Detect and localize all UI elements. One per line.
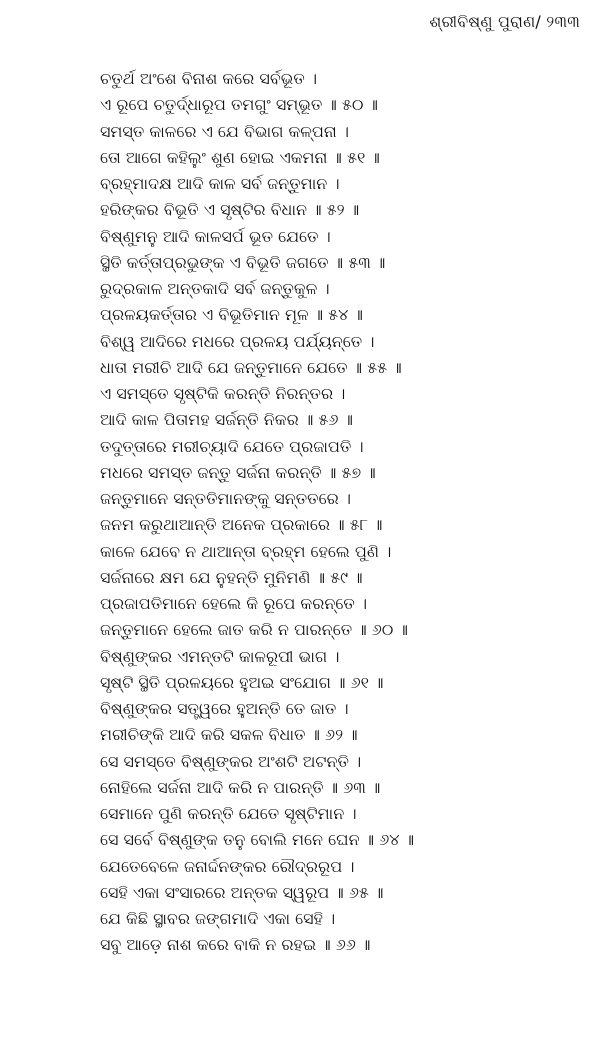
verse-line: କାଳେ ଯେବେ ନ ଥାଆନ୍ତା ବ୍ରହ୍ମ ହେଲେ ପୁଣି ।	[100, 541, 392, 561]
verse-line: ଜନ୍ତୁମାନେ ସନ୍ତତିମାନଙ୍କୁ ସନ୍ତତରେ ।	[100, 489, 352, 508]
verse-line: ଏ ସମସ୍ତେ ସୃଷ୍ଟିକି କରନ୍ତି ନିରନ୍ତର ।	[100, 384, 346, 403]
verse-line: ସବୁ ଆଡ଼େ ନାଶ କରେ ବାକି ନ ରହଇ ॥ ୬୬ ॥	[100, 935, 371, 955]
verse-line: ରୁଦ୍ରକାଳ ଅନ୍ତକାଦି ସର୍ବ ଜନ୍ତୁକୁଳ ।	[100, 279, 330, 298]
verse-line: ପ୍ରଳୟକର୍ତ୍ତାର ଏ ବିଭୂତିମାନ ମୂଳ ॥ ୫୪ ॥	[100, 305, 363, 325]
verse-line: ସେହି ଏକା ସଂସାରରେ ଅନ୍ତକ ସ୍ୱରୂପ ॥ ୬୫ ॥	[100, 882, 384, 902]
verse-line: ମରୀଚିଙ୍କି ଆଦି କରି ସକଳ ବିଧାତ ॥ ୬୨ ॥	[100, 725, 358, 745]
verse-line: ପ୍ରଜାପତିମାନେ ହେଲେ କି ରୂପେ କରନ୍ତେ ।	[100, 594, 368, 613]
verse-line: ବିଷ୍ଣୁଙ୍କର ସତ୍ତ୍ୱରେ ହୁଅନ୍ତି ତେ ଜାତ ।	[100, 699, 349, 718]
verse-line: ସେ ସର୍ବେ ବିଷ୍ଣୁଙ୍କ ତନୁ ବୋଲି ମନେ ଘେନ ॥ ୬୪ ॥	[100, 830, 415, 850]
verse-line: ବିଶ୍ୱ ଆଦିରେ ମଧରେ ପ୍ରଳୟ ପର୍ଯ୍ୟନ୍ତେ ।	[100, 331, 375, 351]
verse-line: ଯେତେବେଳେ ଜନାର୍ଦ୍ଦନଙ୍କର ରୌଦ୍ରରୂପ ।	[100, 856, 355, 876]
verse-line: ଯେ କିଛି ସ୍ଥାବର ଜଙ୍ଗମାଦି ଏକା ସେହି ।	[100, 909, 336, 928]
verse-line: ଜନ୍ତୁମାନେ ହେଲେ ଜାତ କରି ନ ପାରନ୍ତେ ॥ ୬୦ ॥	[100, 620, 408, 640]
verse-line: ସେ ସମସ୍ତେ ବିଷ୍ଣୁଙ୍କର ଅଂଶଟି ଅଟନ୍ତି ।	[100, 751, 362, 771]
verse-block	[100, 66, 580, 985]
verse-line: ହରିଙ୍କର ବିଭୂତି ଏ ସୃଷ୍ଟିର ବିଧାନ ॥ ୫୨ ॥	[100, 200, 360, 220]
page-header: ଶ୍ରୀବିଷ୍ଣୁ ପୁରାଣ/ ୨୩୩	[429, 12, 580, 31]
verse-line: ଏ ରୂପେ ଚତୁର୍ଦ୍ଧାରୂପ ତମଗୁଂ ସମ୍ଭୂତ ॥ ୫୦ ॥	[100, 95, 378, 115]
verse-line: ସ୍ଥିତି କର୍ତ୍ତାପ୍ରଭୁଙ୍କ ଏ ବିଭୂତି ଜଗତେ ॥ ୫୩ ॥	[100, 252, 386, 272]
verse-line: ସମସ୍ତ କାଳରେ ଏ ଯେ ବିଭାଗ କଳ୍ପନା ।	[100, 121, 349, 141]
verse-line: ତଦୁତ୍ତାରେ ମରୀଚ୍ୟାଦି ଯେତେ ପ୍ରଜାପତି ।	[100, 436, 364, 456]
verse-line: ବ୍ରହ୍ମାଦକ୍ଷ ଆଦି କାଳ ସର୍ବ ଜନ୍ତୁମାନ ।	[100, 174, 340, 193]
verse-line: ମଧରେ ସମସ୍ତ ଜନ୍ତୁ ସର୍ଜନା କରନ୍ତି ॥ ୫୭ ॥	[100, 462, 376, 482]
verse-line: ସେମାନେ ପୁଣି କରନ୍ତି ଯେତେ ସୃଷ୍ଟିମାନ ।	[100, 804, 357, 823]
verse-line: ଆଦି କାଳ ପିତାମହ ସର୍ଜନ୍ତି ନିକର ॥ ୫୬ ॥	[100, 410, 353, 430]
verse-line: ବିଷ୍ଣୁଙ୍କର ଏମନ୍ତଟି କାଳରୂପୀ ଭାଗ ।	[100, 646, 340, 666]
verse-line: ବିଷ୍ଣୁମନୁ ଆଦି କାଳସର୍ପ ଭୂତ ଯେତେ ।	[100, 226, 331, 246]
verse-line: ଧାତା ମରୀଚି ଆଦି ଯେ ଜନ୍ତୁମାନେ ଯେତେ ॥ ୫୫ ॥	[100, 357, 402, 377]
verse-line: ଜନମ କରୁଥାଆନ୍ତି ଅନେକ ପ୍ରକାରେ ॥ ୫୮ ॥	[100, 515, 383, 535]
verse-line: ସୃଷ୍ଟି ସ୍ଥିତି ପ୍ରଳୟରେ ହୁଅଇ ସଂଯୋଗ ॥ ୬୧ ॥	[100, 672, 384, 692]
verse-line: ଚତୁର୍ଥ ଅଂଶେ ବିନାଶ କରେ ସର୍ବଭୂତ ।	[100, 69, 318, 88]
verse-line: ସର୍ଜନାରେ କ୍ଷମ ଯେ ନୁହନ୍ତି ମୁନିମଣି ॥ ୫୯ ॥	[100, 567, 363, 587]
verse-line	[100, 959, 580, 985]
verse-line: ତୋ ଆଗେ କହିଲୁଂ ଶୁଣ ହୋଇ ଏକମନା ॥ ୫୧ ॥	[100, 147, 380, 167]
verse-line: ନୋହିଲେ ସର୍ଜନା ଆଦି କରି ନ ପାରନ୍ତି ॥ ୬୩ ॥	[100, 777, 381, 797]
